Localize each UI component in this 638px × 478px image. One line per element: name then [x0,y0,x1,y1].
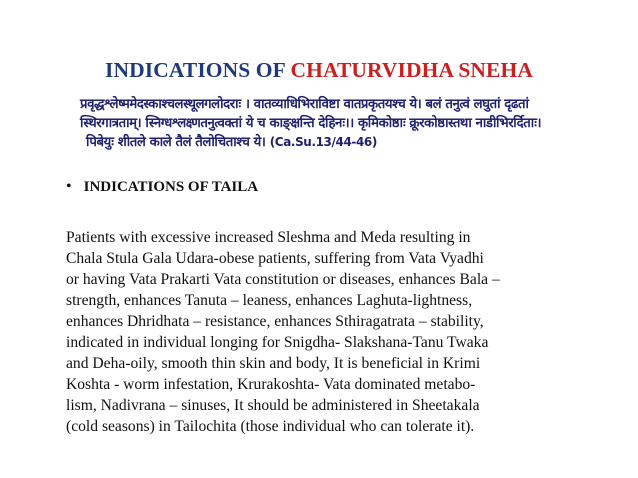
slide-title [0,58,638,83]
shloka-citation: (Ca.Su.13/44-46) [269,135,377,149]
paragraph-line: Chala Stula Gala Udara-obese patients, suffering from Vata Vyadhi [66,250,484,267]
paragraph-line: (cold seasons) in Tailochita (those individual who can tolerate it). [66,418,475,435]
shloka-line: स्थिरगात्रताम्। स्निग्धश्लक्ष्णतनुत्वक्तां ये च काङ्क्षन्ति देहिनः।। कृमिकोष्ठाः क्रूरकोष्ठास्तथा नाडीभिरर्दिताः। [80,116,542,131]
paragraph-line: Patients with excessive increased Sleshma and Meda resulting in [66,229,471,246]
bullet-marker: • [66,178,72,195]
shloka-line: पिबेयुः शीतले काले तैलं तैलोचिताश्च ये। [86,135,266,150]
indications-paragraph [66,227,586,437]
paragraph-line: strength, enhances Tanuta – leaness, enhances Laghuta-lightness, [66,292,473,309]
shloka-line: प्रवृद्धश्लेष्ममेदस्काश्चलस्थूलगलोदराः । वातव्याधिभिराविष्टा वातप्रकृतयश्च ये। बलं तनुत्वं लघुतां दृढतां [80,97,529,112]
bullet-heading-text: INDICATIONS OF TAILA [83,179,259,195]
title-part-indications: INDICATIONS OF [105,58,291,82]
paragraph-line: enhances Dhridhata – resistance, enhances Sthiragatrata – stability, [66,313,484,330]
shloka-line-with-citation [86,133,620,152]
paragraph-line: and Deha-oily, smooth thin skin and body, It is beneficial in Krimi [66,355,481,372]
paragraph-line: or having Vata Prakarti Vata constitution or diseases, enhances Bala – [66,271,500,288]
title-part-chaturvidha-sneha: CHATURVIDHA SNEHA [290,58,533,82]
sanskrit-shloka [80,95,620,152]
paragraph-line: indicated in individual longing for Snigdha- Slakshana-Tanu Twaka [66,334,489,351]
paragraph-line: Koshta - worm infestation, Krurakoshta- Vata dominated metabo- [66,376,476,393]
bullet-heading [66,178,258,196]
paragraph-line: lism, Nadivrana – sinuses, It should be administered in Sheetakala [66,397,480,414]
